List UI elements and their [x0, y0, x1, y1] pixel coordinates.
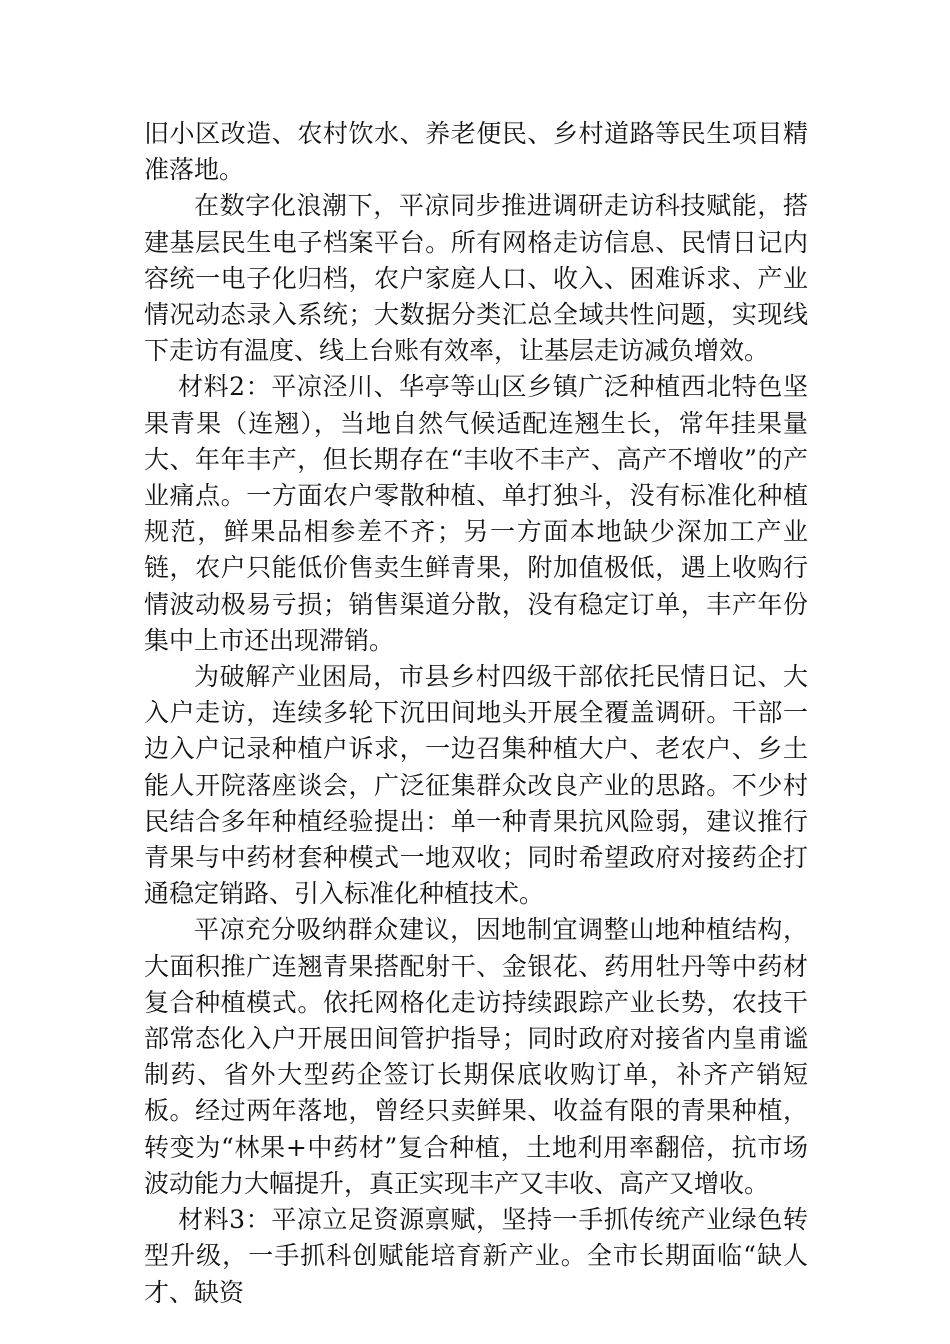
paragraph-1: 旧小区改造、农村饮水、养老便民、乡村道路等民生项目精准落地。	[144, 119, 808, 185]
paragraph-2: 在数字化浪潮下，平凉同步推进调研走访科技赋能，搭建基层民生电子档案平台。所有网格走访信息、民情日记内容统一电子化归档，农户家庭人口、收入、困难诉求、产业情况动态录入系统；大数据分类汇总全域共性问题，实现线下走访有温度、线上台账有效率，让基层走访减负增效。	[144, 191, 808, 366]
paragraph-material-2: 材料2：平凉泾川、华亭等山区乡镇广泛种植西北特色坚果青果（连翘），当地自然气候适配连翘生长，常年挂果量大、年年丰产，但长期存在“丰收不丰产、高产不增收”的产业痛点。一方面农户零散种植、单打独斗，没有标准化种植规范，鲜果品相参差不齐；另一方面本地缺少深加工产业链，农户只能低价售卖生鲜青果，附加值极低，遇上收购行情波动极易亏损；销售渠道分散，没有稳定订单，丰产年份集中上市还出现滞销。	[144, 372, 808, 655]
paragraph-5: 平凉充分吸纳群众建议，因地制宜调整山地种植结构，大面积推广连翘青果搭配射干、金银花、药用牡丹等中药材复合种植模式。依托网格化走访持续跟踪产业长势，农技干部常态化入户开展田间管护指导；同时政府对接省内皇甫谧制药、省外大型药企签订长期保底收购订单，补齐产销短板。经过两年落地，曾经只卖鲜果、收益有限的青果种植，转变为“林果+中药材”复合种植，土地利用率翻倍，抗市场波动能力大幅提升，真正实现丰产又丰收、高产又增收。	[144, 915, 808, 1198]
paragraph-4: 为破解产业困局，市县乡村四级干部依托民情日记、大入户走访，连续多轮下沉田间地头开展全覆盖调研。干部一边入户记录种植户诉求，一边召集种植大户、老农户、乡土能人开院落座谈会，广泛征集群众改良产业的思路。不少村民结合多年种植经验提出：单一种青果抗风险弱，建议推行青果与中药材套种模式一地双收；同时希望政府对接药企打通稳定销路、引入标准化种植技术。	[144, 662, 808, 909]
paragraph-material-3: 材料3：平凉立足资源禀赋，坚持一手抓传统产业绿色转型升级，一手抓科创赋能培育新产业。全市长期面临“缺人才、缺资	[144, 1205, 808, 1307]
document-body	[144, 116, 808, 1311]
